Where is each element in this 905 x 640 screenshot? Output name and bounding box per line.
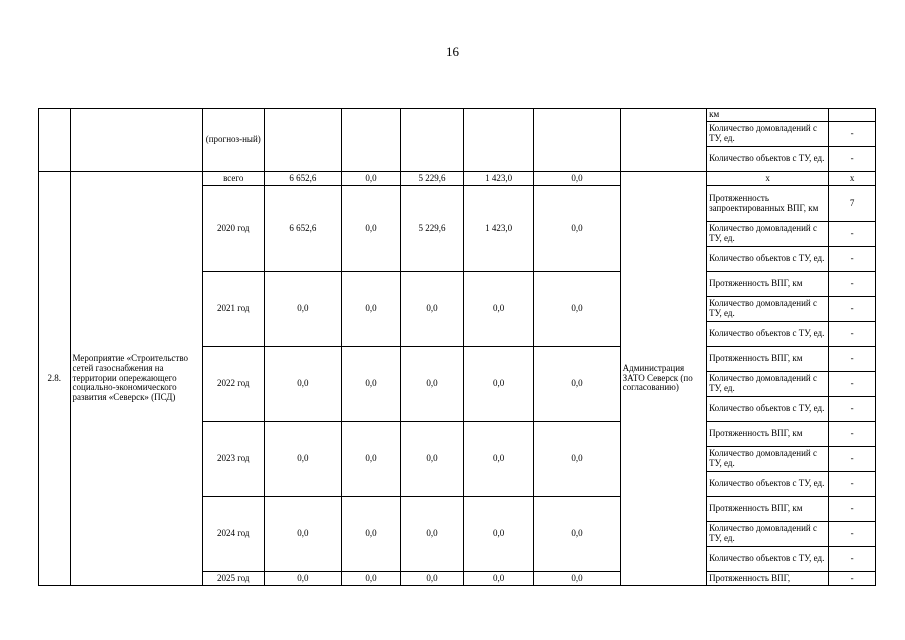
year-value: 0,0 [534,422,620,497]
indicator-name: км [707,109,829,122]
indicator-value: - [829,247,876,272]
indicator-name: Протяженность запроектированных ВПГ, км [707,186,829,222]
indicator-value: - [829,472,876,497]
indicator-name: Количество домовладений с ТУ, ед. [707,122,829,147]
measure-number: 2.8. [39,172,71,586]
indicator-value: - [829,572,876,586]
indicator-name: Протяженность ВПГ, км [707,422,829,447]
year-value: 0,0 [401,272,464,347]
year-value: 0,0 [401,347,464,422]
period-total: всего [202,172,264,186]
indicator-name: Количество домовладений с ТУ, ед. [707,297,829,322]
total-value: 6 652,6 [264,172,341,186]
year-value: 0,0 [534,347,620,422]
indicator-name: Протяженность ВПГ, км [707,272,829,297]
indicator-name: Количество объектов с ТУ, ед. [707,397,829,422]
year-value: 0,0 [342,422,401,497]
indicator-name: Количество объектов с ТУ, ед. [707,147,829,172]
value-cell [464,109,534,172]
indicator-name: Количество домовладений с ТУ, ед. [707,522,829,547]
table-row [39,172,876,186]
table-row [39,109,876,122]
total-value: 0,0 [342,172,401,186]
executor-cell [620,109,706,172]
year-value: 0,0 [264,422,341,497]
year-value: 0,0 [464,497,534,572]
value-cell [401,109,464,172]
year-period: 2021 год [202,272,264,347]
year-value: 5 229,6 [401,186,464,272]
year-value: 0,0 [534,272,620,347]
indicator-value [829,109,876,122]
value-cell [264,109,341,172]
year-value: 0,0 [264,347,341,422]
indicator-value: - [829,447,876,472]
indicator-value: 7 [829,186,876,222]
number-cell [39,109,71,172]
indicator-value: - [829,122,876,147]
value-cell [534,109,620,172]
indicator-name: Количество домовладений с ТУ, ед. [707,447,829,472]
indicator-value: - [829,147,876,172]
year-value: 0,0 [264,572,341,586]
year-value: 0,0 [342,572,401,586]
year-period: 2020 год [202,186,264,272]
year-value: 6 652,6 [264,186,341,272]
indicator-value: - [829,222,876,247]
indicator-name: Количество объектов с ТУ, ед. [707,247,829,272]
year-value: 0,0 [342,186,401,272]
total-indicator: х [707,172,829,186]
year-period: 2022 год [202,347,264,422]
indicator-name: Количество домовладений с ТУ, ед. [707,372,829,397]
total-value: 1 423,0 [464,172,534,186]
value-cell [342,109,401,172]
indicator-value: - [829,372,876,397]
indicator-name: Количество объектов с ТУ, ед. [707,547,829,572]
year-value: 0,0 [464,422,534,497]
program-table [38,108,876,586]
year-period: 2025 год [202,572,264,586]
year-value: 0,0 [534,186,620,272]
table-body [39,109,876,586]
year-value: 0,0 [401,572,464,586]
page-number: 16 [446,44,459,59]
executor: Администрация ЗАТО Северск (по согласованию) [620,172,706,586]
indicator-value: - [829,272,876,297]
year-value: 1 423,0 [464,186,534,272]
year-value: 0,0 [264,497,341,572]
indicator-value: - [829,422,876,447]
year-value: 0,0 [401,497,464,572]
year-value: 0,0 [342,497,401,572]
year-value: 0,0 [464,572,534,586]
year-value: 0,0 [401,422,464,497]
measure-name-cell [70,109,202,172]
measure-name: Мероприятие «Строительство сетей газоснабжения на территории опережающего социально-экономического развития «Северск» (ПСД) [70,172,202,586]
indicator-name: Количество объектов с ТУ, ед. [707,322,829,347]
total-value: 5 229,6 [401,172,464,186]
year-value: 0,0 [264,272,341,347]
indicator-name: Протяженность ВПГ, км [707,347,829,372]
period-cell: (прогноз-ный) [202,109,264,172]
indicator-name: Количество домовладений с ТУ, ед. [707,222,829,247]
indicator-value: - [829,497,876,522]
indicator-value: - [829,347,876,372]
year-value: 0,0 [464,347,534,422]
total-indicator-value: х [829,172,876,186]
indicator-name: Протяженность ВПГ, [707,572,829,586]
indicator-value: - [829,397,876,422]
year-value: 0,0 [342,272,401,347]
year-period: 2024 год [202,497,264,572]
indicator-value: - [829,297,876,322]
year-period: 2023 год [202,422,264,497]
indicator-value: - [829,322,876,347]
year-value: 0,0 [534,497,620,572]
indicator-value: - [829,547,876,572]
year-value: 0,0 [464,272,534,347]
indicator-name: Количество объектов с ТУ, ед. [707,472,829,497]
indicator-name: Протяженность ВПГ, км [707,497,829,522]
indicator-value: - [829,522,876,547]
year-value: 0,0 [534,572,620,586]
year-value: 0,0 [342,347,401,422]
total-value: 0,0 [534,172,620,186]
